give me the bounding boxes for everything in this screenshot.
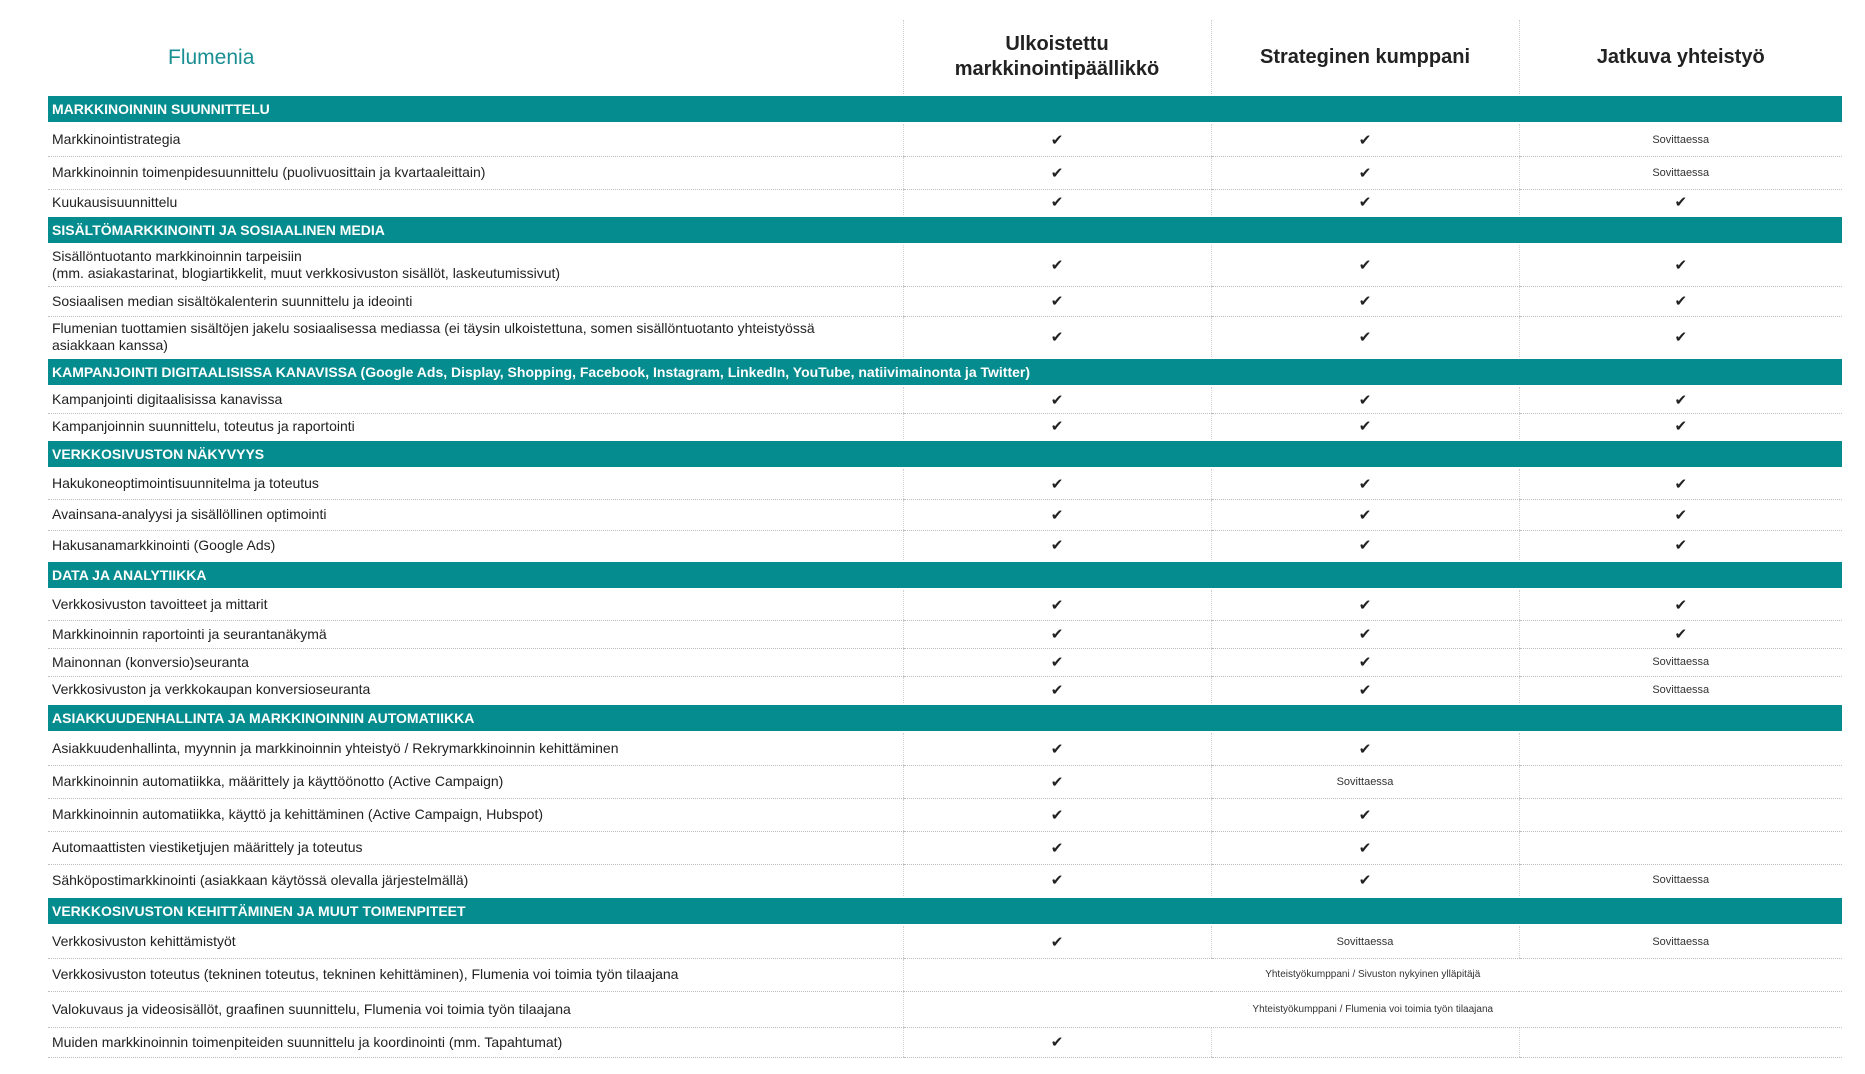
checkmark-icon: ✔	[1211, 244, 1519, 286]
availability-note: Sovittaessa	[1211, 765, 1519, 798]
section-title: VERKKOSIVUSTON KEHITTÄMINEN JA MUUT TOIMENPITEET	[48, 897, 1842, 925]
checkmark-icon: ✔	[903, 316, 1211, 358]
table-row	[48, 499, 1842, 530]
section-title: ASIAKKUUDENHALLINTA JA MARKKINOINNIN AUTOMATIIKKA	[48, 704, 1842, 732]
service-label: Markkinoinnin automatiikka, määrittely ja käyttöönotto (Active Campaign)	[48, 765, 903, 798]
table-row	[48, 1027, 1842, 1057]
checkmark-icon: ✔	[1519, 316, 1842, 358]
checkmark-icon: ✔	[1519, 386, 1842, 413]
checkmark-icon: ✔	[903, 468, 1211, 499]
service-label: Mainonnan (konversio)seuranta	[48, 648, 903, 676]
service-label: Verkkosivuston ja verkkokaupan konversioseuranta	[48, 676, 903, 704]
availability-note: Sovittaessa	[1519, 156, 1842, 189]
checkmark-icon: ✔	[903, 1027, 1211, 1057]
service-label: Kuukausisuunnittelu	[48, 189, 903, 216]
checkmark-icon: ✔	[1211, 732, 1519, 765]
empty-cell	[1211, 1027, 1519, 1057]
service-label: Sisällöntuotanto markkinoinnin tarpeisiin (mm. asiakastarinat, blogiartikkelit, muut verkkosivuston sisällöt, laskeutumissivut)	[48, 244, 903, 286]
table-row	[48, 386, 1842, 413]
checkmark-icon: ✔	[1519, 620, 1842, 648]
checkmark-icon: ✔	[903, 732, 1211, 765]
table-row	[48, 244, 1842, 286]
service-comparison-table-wrapper	[48, 20, 1842, 1058]
checkmark-icon: ✔	[903, 620, 1211, 648]
service-label: Kampanjointi digitaalisissa kanavissa	[48, 386, 903, 413]
checkmark-icon: ✔	[903, 765, 1211, 798]
empty-cell	[1519, 798, 1842, 831]
checkmark-icon: ✔	[1519, 244, 1842, 286]
table-row	[48, 286, 1842, 316]
service-label: Flumenian tuottamien sisältöjen jakelu sosiaalisessa mediassa (ei täysin ulkoistettuna, somen sisällöntuotanto yhteistyössä asiakkaan kanssa)	[48, 316, 903, 358]
table-row	[48, 156, 1842, 189]
section-header-row	[48, 561, 1842, 589]
availability-note: Sovittaessa	[1211, 925, 1519, 958]
checkmark-icon: ✔	[1211, 468, 1519, 499]
checkmark-icon: ✔	[1211, 831, 1519, 864]
checkmark-icon: ✔	[903, 925, 1211, 958]
checkmark-icon: ✔	[1211, 123, 1519, 156]
service-label: Markkinoinnin automatiikka, käyttö ja kehittäminen (Active Campaign, Hubspot)	[48, 798, 903, 831]
table-body	[48, 95, 1842, 1057]
availability-note: Sovittaessa	[1519, 648, 1842, 676]
checkmark-icon: ✔	[1519, 468, 1842, 499]
table-row	[48, 864, 1842, 897]
checkmark-icon: ✔	[1211, 864, 1519, 897]
availability-note: Sovittaessa	[1519, 123, 1842, 156]
checkmark-icon: ✔	[1211, 620, 1519, 648]
table-row	[48, 620, 1842, 648]
availability-note: Sovittaessa	[1519, 925, 1842, 958]
availability-note: Sovittaessa	[1519, 676, 1842, 704]
column-header-continuous-cooperation: Jatkuva yhteistyö	[1519, 20, 1842, 95]
shared-provider-note: Yhteistyökumppani / Flumenia voi toimia työn tilaajana	[903, 991, 1842, 1027]
checkmark-icon: ✔	[1211, 386, 1519, 413]
table-row	[48, 765, 1842, 798]
service-label: Verkkosivuston kehittämistyöt	[48, 925, 903, 958]
checkmark-icon: ✔	[1211, 676, 1519, 704]
table-row	[48, 648, 1842, 676]
service-label: Hakukoneoptimointisuunnitelma ja toteutus	[48, 468, 903, 499]
service-label: Valokuvaus ja videosisällöt, graafinen suunnittelu, Flumenia voi toimia työn tilaajana	[48, 991, 903, 1027]
section-title: VERKKOSIVUSTON NÄKYVYYS	[48, 440, 1842, 468]
checkmark-icon: ✔	[903, 156, 1211, 189]
availability-note: Sovittaessa	[1519, 864, 1842, 897]
checkmark-icon: ✔	[1519, 413, 1842, 440]
column-header-strategic-partner: Strateginen kumppani	[1211, 20, 1519, 95]
column-header-outsourced-manager: Ulkoistettu markkinointipäällikkö	[903, 20, 1211, 95]
service-comparison-table	[48, 20, 1842, 1058]
brand-name: Flumenia	[168, 45, 255, 69]
checkmark-icon: ✔	[1211, 499, 1519, 530]
checkmark-icon: ✔	[903, 798, 1211, 831]
checkmark-icon: ✔	[903, 386, 1211, 413]
service-label: Muiden markkinoinnin toimenpiteiden suunnittelu ja koordinointi (mm. Tapahtumat)	[48, 1027, 903, 1057]
table-row	[48, 316, 1842, 358]
table-row	[48, 189, 1842, 216]
section-header-row	[48, 704, 1842, 732]
service-label: Sosiaalisen median sisältökalenterin suunnittelu ja ideointi	[48, 286, 903, 316]
section-title: DATA JA ANALYTIIKKA	[48, 561, 1842, 589]
checkmark-icon: ✔	[903, 123, 1211, 156]
checkmark-icon: ✔	[903, 189, 1211, 216]
service-label: Markkinointistrategia	[48, 123, 903, 156]
section-title: MARKKINOINNIN SUUNNITTELU	[48, 95, 1842, 123]
checkmark-icon: ✔	[903, 676, 1211, 704]
service-label: Asiakkuudenhallinta, myynnin ja markkinoinnin yhteistyö / Rekrymarkkinoinnin kehittäminen	[48, 732, 903, 765]
checkmark-icon: ✔	[903, 286, 1211, 316]
table-header-row	[48, 20, 1842, 95]
checkmark-icon: ✔	[1211, 413, 1519, 440]
checkmark-icon: ✔	[903, 589, 1211, 620]
checkmark-icon: ✔	[1519, 286, 1842, 316]
checkmark-icon: ✔	[903, 864, 1211, 897]
section-header-row	[48, 897, 1842, 925]
section-header-row	[48, 358, 1842, 386]
service-label: Markkinoinnin toimenpidesuunnittelu (puolivuosittain ja kvartaaleittain)	[48, 156, 903, 189]
service-label: Hakusanamarkkinointi (Google Ads)	[48, 530, 903, 561]
checkmark-icon: ✔	[903, 530, 1211, 561]
section-header-row	[48, 216, 1842, 244]
table-row	[48, 798, 1842, 831]
empty-cell	[1519, 831, 1842, 864]
checkmark-icon: ✔	[1211, 648, 1519, 676]
checkmark-icon: ✔	[1519, 589, 1842, 620]
empty-cell	[1519, 765, 1842, 798]
checkmark-icon: ✔	[1211, 530, 1519, 561]
checkmark-icon: ✔	[1211, 798, 1519, 831]
table-row	[48, 468, 1842, 499]
checkmark-icon: ✔	[903, 831, 1211, 864]
checkmark-icon: ✔	[903, 648, 1211, 676]
table-row	[48, 530, 1842, 561]
empty-cell	[1519, 1027, 1842, 1057]
checkmark-icon: ✔	[1519, 530, 1842, 561]
service-label: Avainsana-analyysi ja sisällöllinen optimointi	[48, 499, 903, 530]
section-header-row	[48, 95, 1842, 123]
section-title: SISÄLTÖMARKKINOINTI JA SOSIAALINEN MEDIA	[48, 216, 1842, 244]
section-header-row	[48, 440, 1842, 468]
table-row	[48, 991, 1842, 1027]
checkmark-icon: ✔	[1211, 156, 1519, 189]
table-row	[48, 123, 1842, 156]
table-row	[48, 413, 1842, 440]
service-label: Verkkosivuston tavoitteet ja mittarit	[48, 589, 903, 620]
shared-provider-note: Yhteistyökumppani / Sivuston nykyinen ylläpitäjä	[903, 958, 1842, 991]
checkmark-icon: ✔	[1519, 499, 1842, 530]
checkmark-icon: ✔	[903, 244, 1211, 286]
table-row	[48, 589, 1842, 620]
section-title: KAMPANJOINTI DIGITAALISISSA KANAVISSA (Google Ads, Display, Shopping, Facebook, Instagram, LinkedIn, YouTube, natiivimainonta ja Twitter)	[48, 358, 1842, 386]
checkmark-icon: ✔	[1211, 286, 1519, 316]
service-label: Sähköpostimarkkinointi (asiakkaan käytössä olevalla järjestelmällä)	[48, 864, 903, 897]
table-row	[48, 676, 1842, 704]
checkmark-icon: ✔	[1519, 189, 1842, 216]
table-row	[48, 925, 1842, 958]
checkmark-icon: ✔	[903, 413, 1211, 440]
table-row	[48, 732, 1842, 765]
empty-cell	[1519, 732, 1842, 765]
checkmark-icon: ✔	[1211, 316, 1519, 358]
service-label: Automaattisten viestiketjujen määrittely ja toteutus	[48, 831, 903, 864]
table-row	[48, 831, 1842, 864]
service-label: Markkinoinnin raportointi ja seurantanäkymä	[48, 620, 903, 648]
checkmark-icon: ✔	[903, 499, 1211, 530]
checkmark-icon: ✔	[1211, 589, 1519, 620]
service-label: Verkkosivuston toteutus (tekninen toteutus, tekninen kehittäminen), Flumenia voi toimia työn tilaajana	[48, 958, 903, 991]
checkmark-icon: ✔	[1211, 189, 1519, 216]
table-row	[48, 958, 1842, 991]
service-label: Kampanjoinnin suunnittelu, toteutus ja raportointi	[48, 413, 903, 440]
